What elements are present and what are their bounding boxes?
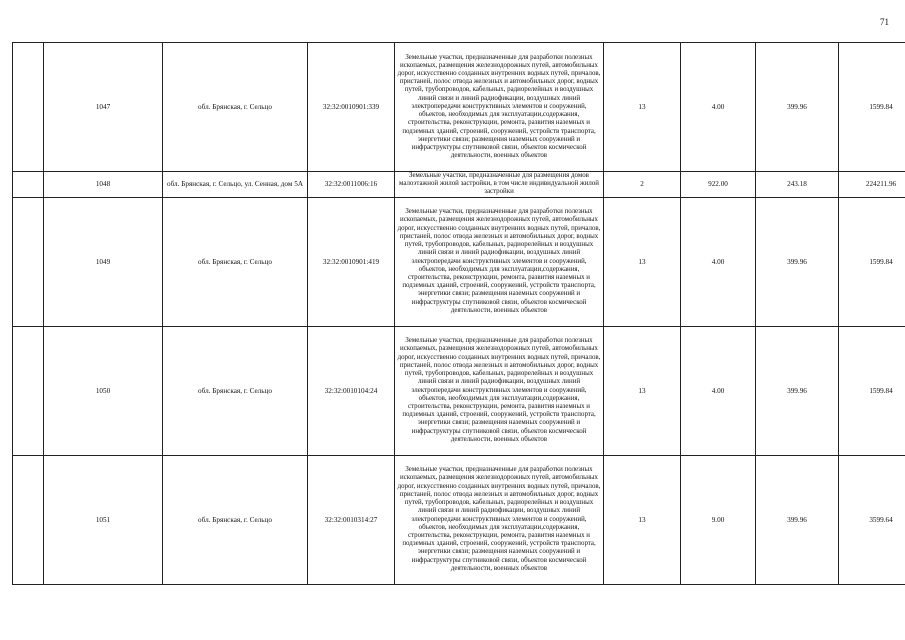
rate-cell: 243.18 — [756, 172, 839, 198]
address-cell: обл. Брянская, г. Сельцо — [163, 455, 308, 584]
table-row — [13, 172, 905, 198]
row-number: 1047 — [44, 43, 163, 172]
cadastral-value-cell: 1599.84 — [839, 197, 905, 326]
cadastral-number-cell: 32:32:0010314:27 — [308, 455, 395, 584]
address-cell: обл. Брянская, г. Сельцо — [163, 197, 308, 326]
purpose-code-cell: 13 — [604, 197, 681, 326]
purpose-code-cell: 13 — [604, 455, 681, 584]
cadastral-value-cell: 3599.64 — [839, 455, 905, 584]
land-purpose-cell: Земельные участки, предназначенные для разработки полезных ископаемых, размещения железнодорожных путей, автомобильных дорог, искусственно созданных внутренних водных путей, причалов, пристаней, полос отвода железных и автомобильных дорог, водных путей, трубопроводов, кабельных, радиорелейных и воздушных линий связи и линий радиофикации, воздушных линий электропередачи конструктивных элементов и сооружений, объектов, необходимых для эксплуатации,содержания, строительства, реконструкции, ремонта, развития наземных и подземных зданий, строений, сооружений, устройств транспорта, энергетики связи; размещения наземных сооружений и инфраструктуры спутниковой связи, объектов космической деятельности, военных объектов — [395, 43, 604, 172]
empty-cell — [13, 43, 44, 172]
table-row — [13, 326, 905, 455]
table-row — [13, 197, 905, 326]
cadastral-number-cell: 32:32:0010104:24 — [308, 326, 395, 455]
empty-cell — [13, 172, 44, 198]
cadastral-value-cell: 1599.84 — [839, 43, 905, 172]
row-number: 1049 — [44, 197, 163, 326]
address-cell: обл. Брянская, г. Сельцо, ул. Сенная, дом 5А — [163, 172, 308, 198]
empty-cell — [13, 197, 44, 326]
rate-cell: 399.96 — [756, 455, 839, 584]
rate-cell: 399.96 — [756, 197, 839, 326]
rate-cell: 399.96 — [756, 326, 839, 455]
purpose-code-cell: 13 — [604, 326, 681, 455]
empty-cell — [13, 326, 44, 455]
area-cell: 4.00 — [681, 326, 756, 455]
table-row — [13, 43, 905, 172]
purpose-code-cell: 13 — [604, 43, 681, 172]
row-number: 1050 — [44, 326, 163, 455]
cadastral-value-table — [12, 42, 905, 585]
empty-cell — [13, 455, 44, 584]
cadastral-number-cell: 32:32:0011006:16 — [308, 172, 395, 198]
row-number: 1051 — [44, 455, 163, 584]
cadastral-number-cell: 32:32:0010901:339 — [308, 43, 395, 172]
land-purpose-cell: Земельные участки, предназначенные для разработки полезных ископаемых, размещения железнодорожных путей, автомобильных дорог, искусственно созданных внутренних водных путей, причалов, пристаней, полос отвода железных и автомобильных дорог, водных путей, трубопроводов, кабельных, радиорелейных и воздушных линий связи и линий радиофикации, воздушных линий электропередачи конструктивных элементов и сооружений, объектов, необходимых для эксплуатации,содержания, строительства, реконструкции, ремонта, развития наземных и подземных зданий, строений, сооружений, устройств транспорта, энергетики связи; размещения наземных сооружений и инфраструктуры спутниковой связи, объектов космической деятельности, военных объектов — [395, 455, 604, 584]
area-cell: 9.00 — [681, 455, 756, 584]
land-purpose-cell: Земельные участки, предназначенные для разработки полезных ископаемых, размещения железнодорожных путей, автомобильных дорог, искусственно созданных внутренних водных путей, причалов, пристаней, полос отвода железных и автомобильных дорог, водных путей, трубопроводов, кабельных, радиорелейных и воздушных линий связи и линий радиофикации, воздушных линий электропередачи конструктивных элементов и сооружений, объектов, необходимых для эксплуатации,содержания, строительства, реконструкции, ремонта, развития наземных и подземных зданий, строений, сооружений, устройств транспорта, энергетики связи; размещения наземных сооружений и инфраструктуры спутниковой связи, объектов космической деятельности, военных объектов — [395, 197, 604, 326]
land-purpose-cell: Земельные участки, предназначенные для размещения домов малоэтажной жилой застройки, в том числе индивидуальной жилой застройки — [395, 172, 604, 198]
purpose-code-cell: 2 — [604, 172, 681, 198]
area-cell: 922.00 — [681, 172, 756, 198]
page-number: 71 — [880, 17, 889, 27]
land-purpose-cell: Земельные участки, предназначенные для разработки полезных ископаемых, размещения железнодорожных путей, автомобильных дорог, искусственно созданных внутренних водных путей, причалов, пристаней, полос отвода железных и автомобильных дорог, водных путей, трубопроводов, кабельных, радиорелейных и воздушных линий связи и линий радиофикации, воздушных линий электропередачи конструктивных элементов и сооружений, объектов, необходимых для эксплуатации,содержания, строительства, реконструкции, ремонта, развития наземных и подземных зданий, строений, сооружений, устройств транспорта, энергетики связи; размещения наземных сооружений и инфраструктуры спутниковой связи, объектов космической деятельности, военных объектов — [395, 326, 604, 455]
address-cell: обл. Брянская, г. Сельцо — [163, 326, 308, 455]
address-cell: обл. Брянская, г. Сельцо — [163, 43, 308, 172]
area-cell: 4.00 — [681, 43, 756, 172]
rate-cell: 399.96 — [756, 43, 839, 172]
cadastral-value-cell: 1599.84 — [839, 326, 905, 455]
area-cell: 4.00 — [681, 197, 756, 326]
row-number: 1048 — [44, 172, 163, 198]
cadastral-value-cell: 224211.96 — [839, 172, 905, 198]
table-row — [13, 455, 905, 584]
cadastral-number-cell: 32:32:0010901:419 — [308, 197, 395, 326]
